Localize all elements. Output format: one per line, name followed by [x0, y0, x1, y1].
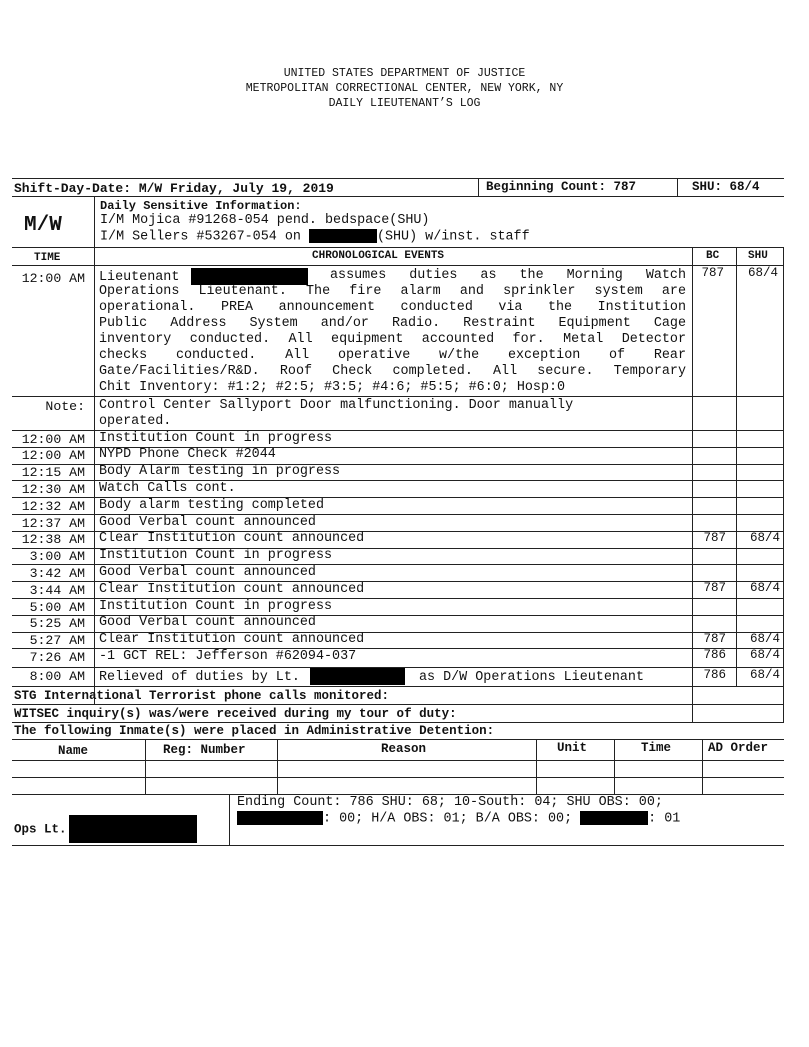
event-text: NYPD Phone Check #2044 — [99, 447, 276, 463]
event-time: 12:00 AM — [21, 271, 85, 286]
divider — [677, 178, 678, 196]
redaction-block — [191, 268, 308, 285]
event-text: Body alarm testing completed — [99, 497, 324, 513]
bc-value: 787 — [701, 266, 724, 280]
shu-value: 68/4 — [749, 530, 780, 545]
shift-code: M/W — [24, 214, 62, 237]
divider — [229, 794, 230, 845]
event-time: 5:27 AM — [29, 633, 85, 649]
event-time: 12:30 AM — [21, 481, 85, 497]
first-entry-line: Operations Lieutenant. The fire alarm and sprinkler system are — [99, 284, 686, 299]
redaction-block — [69, 815, 197, 843]
event-text: Clear Institution count announced — [99, 632, 365, 648]
event-text: Good Verbal count announced — [99, 615, 316, 631]
rule — [12, 247, 784, 248]
first-entry-line: Chit Inventory: #1:2; #2:5; #3:5; #4:6; #5:5; #6:0; Hosp:0 — [99, 380, 566, 395]
event-text: Institution Count in progress — [99, 598, 333, 614]
bc-value: 786 — [703, 668, 726, 682]
ending-line-middle: : 00; H/A OBS: 01; B/A OBS: 00; — [323, 811, 573, 827]
event-time: 12:00 AM — [21, 448, 85, 464]
event-text: Watch Calls cont. — [99, 480, 236, 496]
event-text: Body Alarm testing in progress — [99, 464, 341, 480]
divider — [478, 178, 479, 196]
relieved-end: as D/W Operations Lieutenant — [419, 670, 644, 686]
ad-header-ad-order: AD Order — [708, 741, 769, 755]
event-time: 8:00 AM — [29, 669, 85, 684]
ending-count-line: Ending Count: 786 SHU: 68; 10-South: 04; SHU OBS: 00; — [237, 795, 663, 810]
column-header-shu: SHU — [748, 250, 768, 262]
event-time: 12:37 AM — [21, 515, 85, 531]
relieved-start: Relieved of duties by Lt. — [99, 670, 300, 686]
rule — [12, 704, 784, 705]
note-line: operated. — [99, 414, 172, 429]
event-text: -1 GCT REL: Jefferson #62094-037 — [99, 648, 357, 664]
redaction-block — [309, 229, 377, 243]
header-log-title: DAILY LIEUTENANT’S LOG — [328, 97, 481, 110]
rule — [12, 396, 784, 397]
shu-value: 68/4 — [749, 631, 780, 646]
note-text: Control Center Sallyport Door malfunctioning. Door manually — [99, 398, 574, 413]
grid-line — [536, 739, 537, 794]
rule — [12, 777, 784, 778]
rule — [12, 845, 784, 846]
first-entry-line: assumes duties as the Morning Watch — [330, 268, 686, 283]
first-entry-start: Lieutenant — [99, 270, 180, 286]
shift-day-date: Shift-Day-Date: M/W Friday, July 19, 2019 — [14, 181, 334, 196]
stg-line: STG International Terrorist phone calls monitored: — [14, 689, 390, 703]
grid-line — [783, 247, 784, 722]
event-time: 3:00 AM — [29, 549, 85, 565]
event-time: 12:15 AM — [21, 465, 85, 481]
first-entry-line: operational. PREA announcement conducted via the Institution — [99, 300, 686, 315]
first-entry-line: Gate/Facilities/R&D. Roof Check completed. All secure. Temporary — [99, 364, 686, 379]
header-agency: UNITED STATES DEPARTMENT OF JUSTICE — [283, 67, 526, 80]
event-text: Institution Count in progress — [99, 430, 333, 446]
admin-detention-line: The following Inmate(s) were placed in Administrative Detention: — [14, 724, 495, 738]
grid-line — [94, 247, 95, 705]
shu-value: 68/4 — [749, 581, 780, 596]
divider — [94, 196, 95, 248]
event-time: 5:00 AM — [29, 599, 85, 615]
first-entry-line: checks conducted. All operative w/the exception of Rear — [99, 348, 686, 363]
event-text: Clear Institution count announced — [99, 531, 365, 547]
event-text: Good Verbal count announced — [99, 564, 316, 580]
grid-line — [277, 739, 278, 794]
event-time: 3:44 AM — [29, 582, 85, 598]
witsec-line: WITSEC inquiry(s) was/were received during my tour of duty: — [14, 707, 457, 721]
ending-line-end: : 01 — [648, 811, 681, 827]
event-text: Institution Count in progress — [99, 548, 333, 564]
shu-value: 68/4 — [749, 668, 780, 682]
ending-count-line — [237, 811, 680, 828]
column-header-time: TIME — [34, 252, 61, 264]
sensitive-info-line — [100, 229, 530, 246]
column-header-events: CHRONOLOGICAL EVENTS — [312, 250, 445, 262]
relieved-text — [99, 668, 644, 686]
rule — [12, 686, 784, 687]
event-time: 12:32 AM — [21, 498, 85, 514]
sensitive-info-title: Daily Sensitive Information: — [100, 199, 302, 213]
header-facility: METROPOLITAN CORRECTIONAL CENTER, NEW YORK, NY — [245, 82, 564, 95]
beginning-count: Beginning Count: 787 — [486, 180, 637, 194]
shu-value: 68/4 — [749, 648, 780, 663]
grid-line — [736, 247, 737, 687]
first-entry-line: inventory conducted. All equipment accounted for. Metal Detector — [99, 332, 686, 347]
rule — [12, 178, 784, 179]
grid-line — [145, 739, 146, 794]
rule — [12, 760, 784, 761]
grid-line — [692, 247, 693, 722]
bc-value: 787 — [703, 631, 726, 646]
event-time: 12:38 AM — [21, 532, 85, 548]
column-header-bc: BC — [706, 250, 720, 262]
rule — [12, 265, 784, 266]
note-label: Note: — [45, 399, 85, 414]
event-text: Good Verbal count announced — [99, 514, 316, 530]
grid-line — [614, 739, 615, 794]
event-time: 12:00 AM — [21, 431, 85, 447]
shu-value: 68/4 — [747, 266, 778, 280]
note-line — [99, 398, 686, 414]
ops-lt-label: Ops Lt. — [14, 822, 67, 837]
ad-header-name: Name — [58, 744, 89, 758]
shu-count: SHU: 68/4 — [692, 180, 760, 194]
ad-header-time: Time — [641, 741, 672, 755]
ad-header-reason: Reason — [381, 742, 427, 756]
ad-header-reg-number: Reg: Number — [163, 743, 246, 757]
bc-value: 786 — [703, 648, 726, 663]
sensitive-info-line: I/M Mojica #91268-054 pend. bedspace(SHU) — [100, 213, 430, 228]
event-time: 3:42 AM — [29, 565, 85, 581]
event-time: 7:26 AM — [29, 649, 85, 665]
bc-value: 787 — [703, 530, 726, 545]
ad-header-unit: Unit — [557, 741, 588, 755]
grid-line — [702, 739, 703, 794]
sensitive-line-start: I/M Sellers #53267-054 on — [100, 229, 301, 245]
event-text: Clear Institution count announced — [99, 581, 365, 597]
event-time: 5:25 AM — [29, 616, 85, 632]
redaction-block — [237, 811, 323, 825]
first-entry-line: Public Address System and/or Radio. Restraint Equipment Cage — [99, 316, 686, 331]
ops-lt-signature — [14, 815, 197, 843]
redaction-block — [580, 811, 648, 825]
redaction-block — [310, 668, 405, 685]
sensitive-line-end: (SHU) w/inst. staff — [376, 229, 530, 245]
bc-value: 787 — [703, 581, 726, 596]
